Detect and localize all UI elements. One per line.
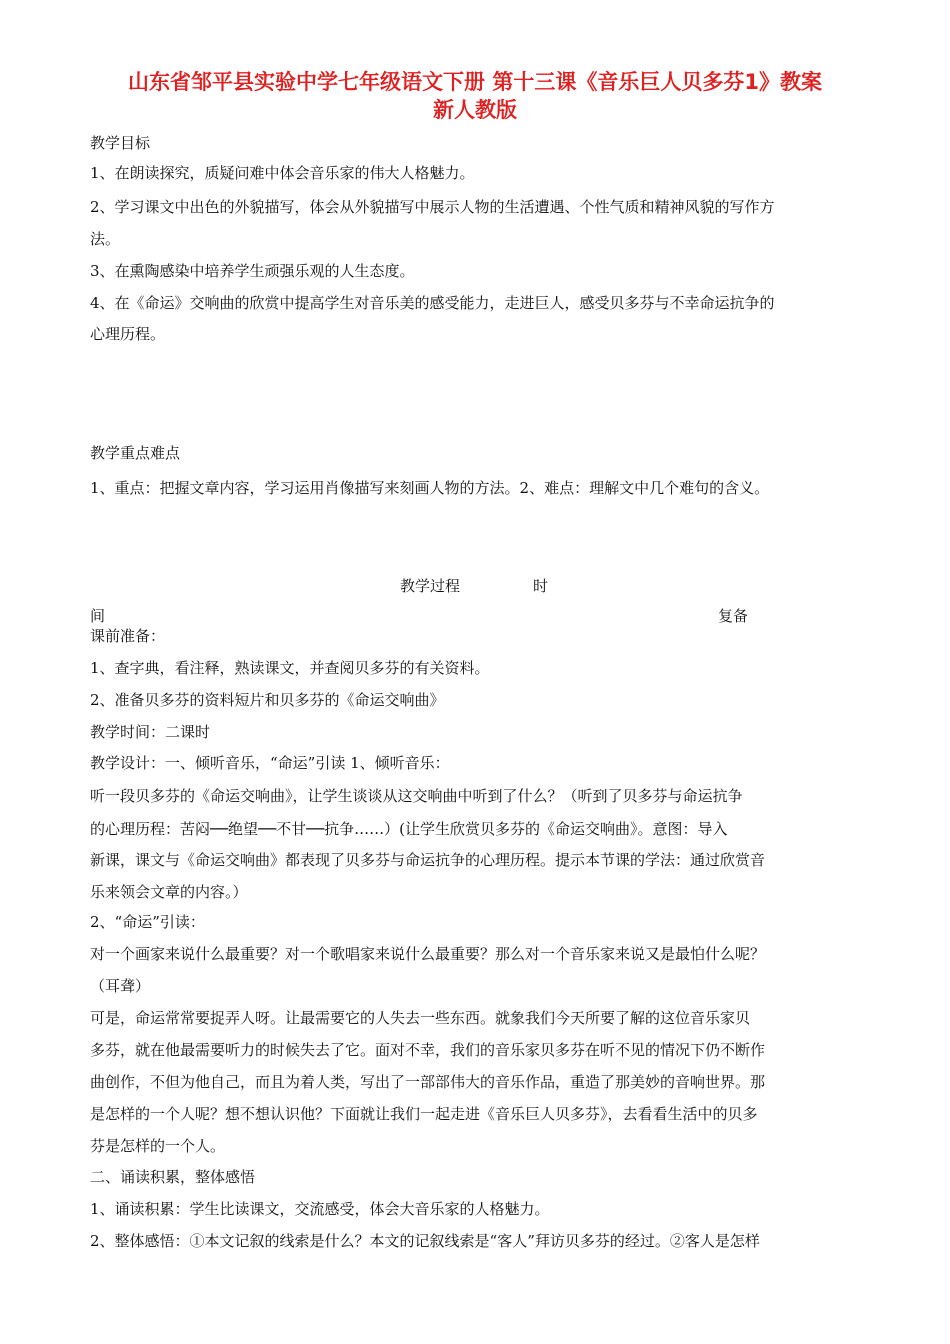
listen-paragraph-line3: 新课，课文与《命运交响曲》都表现了贝多芬与命运抗争的心理历程。提示本节课的学法：通过欣赏音: [90, 851, 766, 869]
fate-question-line1: 对一个画家来说什么最重要？对一个歌唱家来说什么最重要？那么对一个音乐家来说又是最怕什么呢？: [90, 945, 766, 963]
process-heading: 教学过程: [400, 577, 461, 595]
section-2-heading: 二、诵读积累，整体感悟: [90, 1168, 256, 1186]
review-label: 复备: [718, 607, 749, 625]
goal-2-line1: 2、学习课文中出色的外貌描写，体会从外貌描写中展示人物的生活遭遇、个性气质和精神风貌的写作方: [90, 198, 775, 216]
goal-3: 3、在熏陶感染中培养学生顽强乐观的人生态度。: [90, 262, 415, 280]
recite-item: 1、诵读积累：学生比读课文，交流感受，体会大音乐家的人格魅力。: [90, 1200, 550, 1218]
fate-paragraph-line2: 多芬，就在他最需要听力的时候失去了它。面对不幸，我们的音乐家贝多芬在听不见的情况下仍不断作: [90, 1041, 766, 1059]
document-title-line1: 山东省邹平县实验中学七年级语文下册 第十三课《音乐巨人贝多芬1》教案: [128, 70, 822, 94]
fate-paragraph-line5: 芬是怎样的一个人。: [90, 1137, 226, 1155]
listen-paragraph-line1: 听一段贝多芬的《命运交响曲》，让学生谈谈从这交响曲中听到了什么？（听到了贝多芬与命运抗争: [90, 787, 743, 805]
goals-heading: 教学目标: [90, 134, 151, 152]
teaching-time: 教学时间：二课时: [90, 723, 211, 741]
time-label-char2: 间: [90, 607, 106, 625]
goal-1: 1、在朗读探究，质疑问难中体会音乐家的伟大人格魅力。: [90, 164, 475, 182]
goal-4-line2: 心理历程。: [90, 325, 166, 343]
goal-2-line2: 法。: [90, 230, 121, 248]
fate-paragraph-line1: 可是，命运常常要捉弄人呀。让最需要它的人失去一些东西。就象我们今天所要了解的这位音乐家贝: [90, 1009, 751, 1027]
keypoints-text: 1、重点：把握文章内容，学习运用肖像描写来刻画人物的方法。2、难点：理解文中几个难句的含义。: [90, 479, 770, 497]
design-line: 教学设计：一、倾听音乐，“命运”引读 1、倾听音乐：: [90, 754, 450, 772]
fate-paragraph-line3: 曲创作，不但为他自己，而且为着人类，写出了一部部伟大的音乐作品，重造了那美妙的音响世界。那: [90, 1073, 766, 1091]
prep-item-1: 1、查字典，看注释，熟读课文，并查阅贝多芬的有关资料。: [90, 659, 490, 677]
prep-heading: 课前准备：: [90, 627, 166, 645]
fate-paragraph-line4: 是怎样的一个人呢？想不想认识他？下面就让我们一起走进《音乐巨人贝多芬》，去看看生活中的贝多: [90, 1105, 758, 1123]
goal-4-line1: 4、在《命运》交响曲的欣赏中提高学生对音乐美的感受能力，走进巨人，感受贝多芬与不幸命运抗争的: [90, 294, 775, 312]
document-title-line2: 新人教版: [433, 98, 517, 122]
fate-question-line2: （耳聋）: [90, 977, 151, 995]
listen-paragraph-line4: 乐来领会文章的内容。）: [90, 883, 248, 901]
prep-item-2: 2、准备贝多芬的资料短片和贝多芬的《命运交响曲》: [90, 691, 445, 709]
listen-paragraph-line2: 的心理历程：苦闷──绝望──不甘──抗争……）(让学生欣赏贝多芬的《命运交响曲》。意图：导入: [90, 820, 728, 838]
overall-item: 2、整体感悟：①本文记叙的线索是什么？本文的记叙线索是“客人”拜访贝多芬的经过。②客人是怎样: [90, 1232, 760, 1250]
keypoints-heading: 教学重点难点: [90, 444, 181, 462]
fate-heading: 2、“命运”引读：: [90, 913, 205, 931]
time-label-char1: 时: [533, 577, 549, 595]
